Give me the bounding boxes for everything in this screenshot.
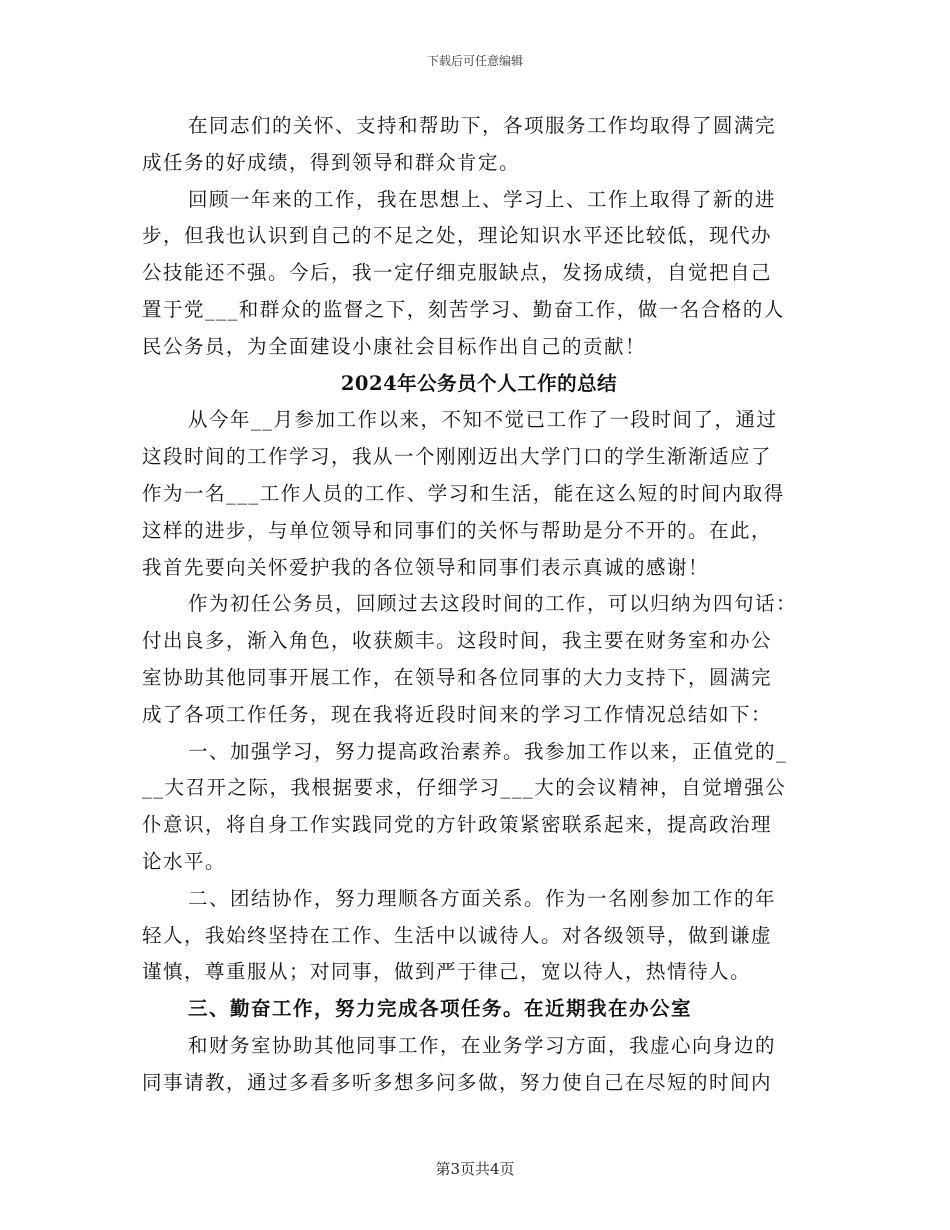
- body-line: 我首先要向关怀爱护我的各位领导和同事们表示真诚的感谢！: [142, 555, 710, 579]
- body-line: 在同志们的关怀、支持和帮助下，各项服务工作均取得了圆满完: [188, 114, 777, 137]
- bold-heading-line: 三、勤奋工作，努力完成各项任务。在近期我在办公室: [188, 997, 693, 1021]
- page-header-note: 下载后可任意编辑: [426, 54, 523, 68]
- document-body: [142, 108, 810, 1102]
- body-line: 这段时间的工作学习，我从一个刚刚迈出大学门口的学生渐渐适应了: [142, 445, 773, 469]
- body-line: 这样的进步，与单位领导和同事们的关怀与帮助是分不开的。在此，: [142, 518, 773, 542]
- body-line: 室协助其他同事开展工作，在领导和各位同事的大力支持下，圆满完: [142, 665, 773, 689]
- body-line: 二、团结协作，努力理顺各方面关系。作为一名刚参加工作的年: [188, 886, 777, 910]
- body-line: 成了各项工作任务，现在我将近段时间来的学习工作情况总结如下：: [142, 702, 773, 726]
- body-line: 和财务室协助其他同事工作，在业务学习方面，我虚心向身边的: [188, 1033, 777, 1057]
- body-line: __大召开之际，我根据要求，仔细学习___大的会议精神，自觉增强公: [142, 776, 787, 800]
- body-line: 仆意识，将自身工作实践同党的方针政策紧密联系起来，提高政治理: [142, 813, 773, 837]
- body-line: 谨慎，尊重服从；对同事，做到严于律己，宽以待人，热情待人。: [142, 960, 752, 984]
- body-line: 从今年__月参加工作以来，不知不觉已工作了一段时间了，通过: [188, 408, 778, 432]
- body-line: 民公务员，为全面建设小康社会目标作出自己的贡献！: [142, 334, 647, 358]
- body-line: 同事请教，通过多看多听多想多问多做，努力使自己在尽短的时间内: [142, 1070, 773, 1094]
- body-line: 付出良多，渐入角色，收获颇丰。这段时间，我主要在财务室和办公: [142, 629, 773, 653]
- body-line: 作为初任公务员，回顾过去这段时间的工作，可以归纳为四句话：: [188, 592, 798, 616]
- page-number-footer: 第3页共4页: [435, 1160, 515, 1178]
- body-line: 步，但我也认识到自己的不足之处，理论知识水平还比较低，现代办: [142, 224, 773, 248]
- section-title: 2024年公务员个人工作的总结: [340, 371, 618, 395]
- body-line: 成任务的好成绩，得到领导和群众肯定。: [142, 150, 521, 174]
- body-line: 公技能还不强。今后，我一定仔细克服缺点，发扬成绩，自觉把自己: [142, 261, 773, 285]
- body-line: 一、加强学习，努力提高政治素养。我参加工作以来，正值党的_: [188, 739, 788, 763]
- body-line: 作为一名___工作人员的工作、学习和生活，能在这么短的时间内取得: [142, 481, 785, 505]
- body-line: 轻人，我始终坚持在工作、生活中以诚待人。对各级领导，做到谦虚: [142, 923, 773, 947]
- body-line: 论水平。: [142, 849, 227, 873]
- body-line: 置于党___和群众的监督之下，刻苦学习、勤奋工作，做一名合格的人: [142, 297, 785, 321]
- body-line: 回顾一年来的工作，我在思想上、学习上、工作上取得了新的进: [188, 187, 777, 211]
